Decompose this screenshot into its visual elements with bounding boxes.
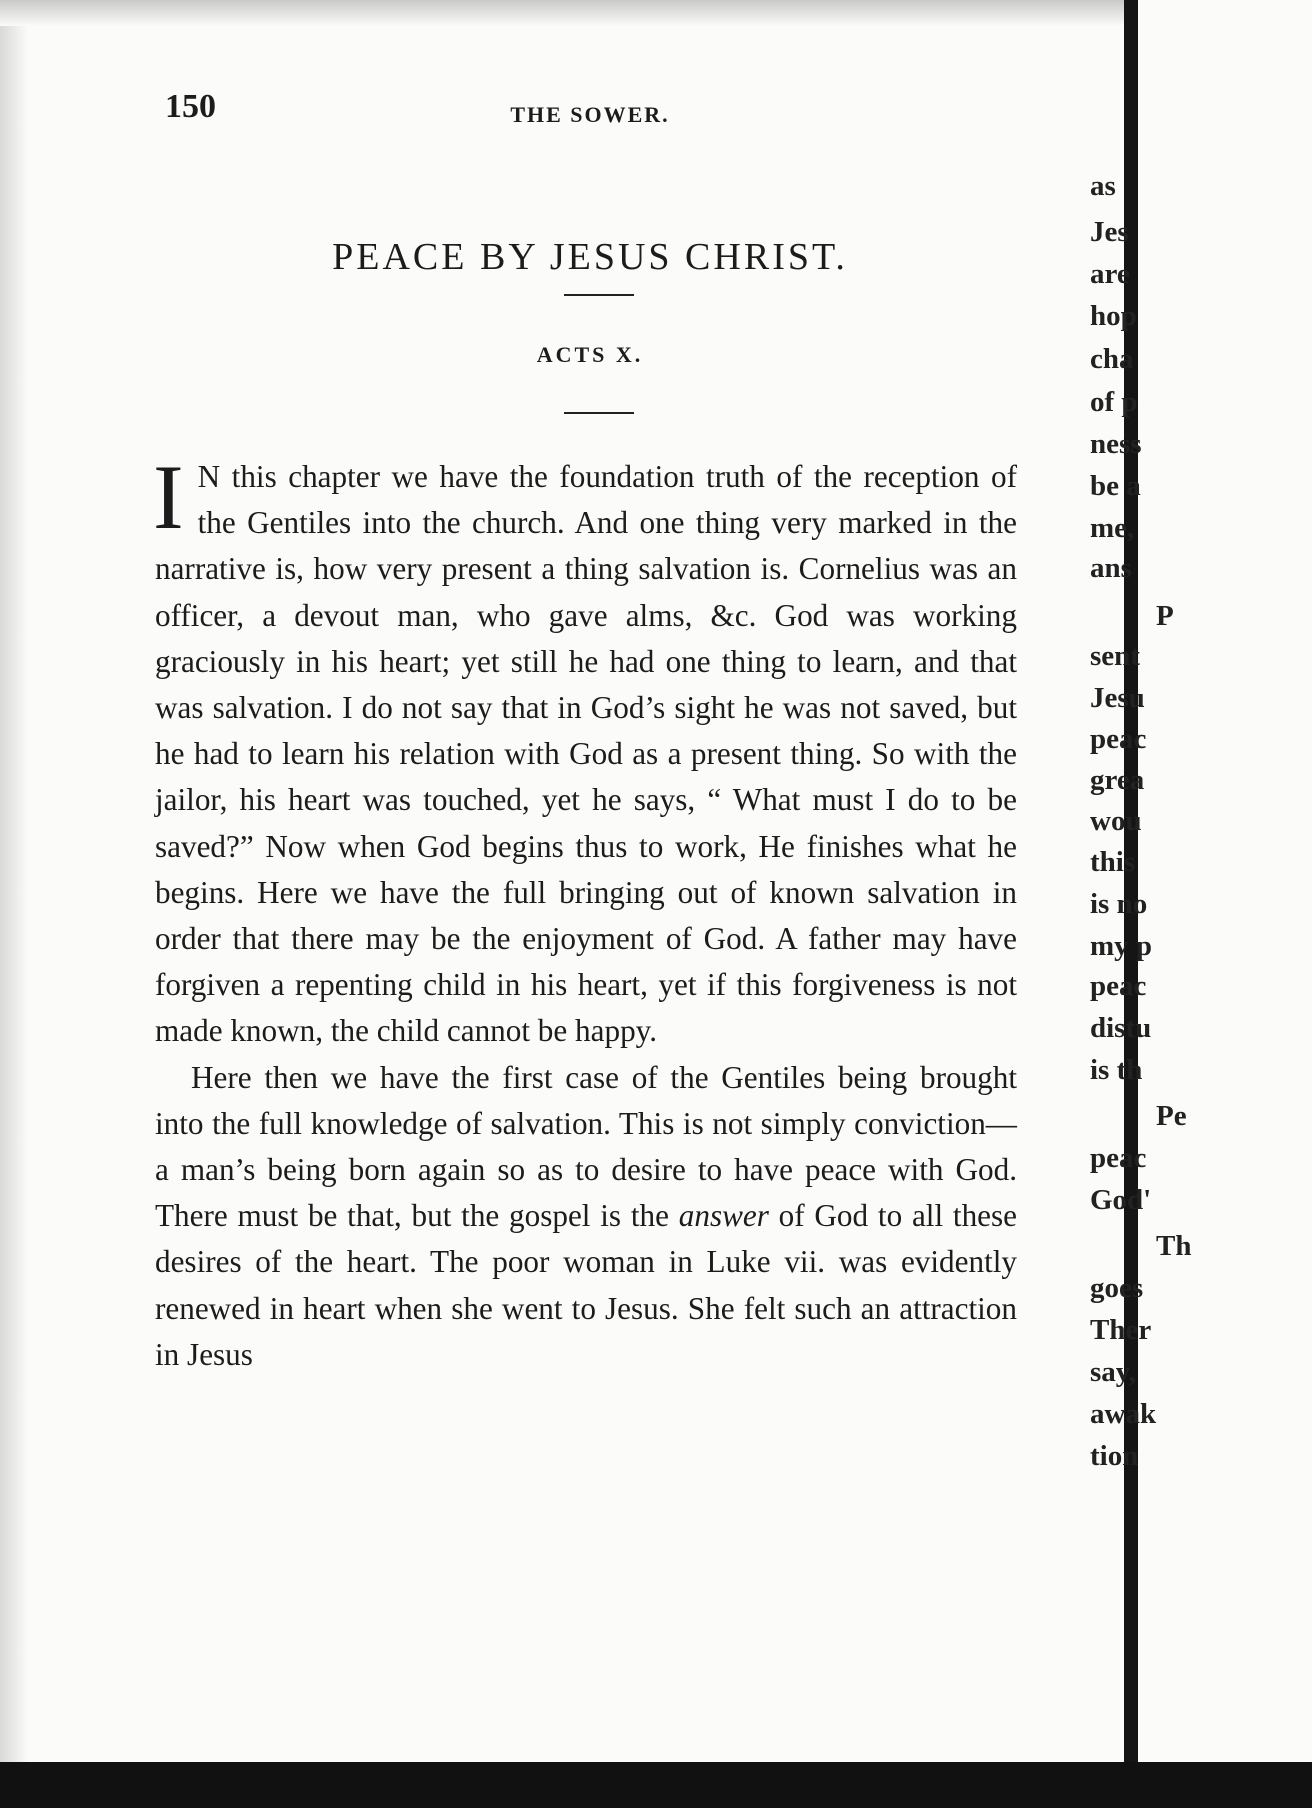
paragraph-2: [155, 1055, 1017, 1378]
running-head: [140, 80, 1040, 140]
facing-page-line: sent: [1090, 640, 1140, 672]
facing-page-line: cha: [1090, 343, 1134, 375]
running-title: THE SOWER.: [510, 102, 670, 127]
facing-page-line: my p: [1090, 930, 1153, 962]
facing-page-line: are: [1090, 258, 1130, 290]
facing-page-line: hop: [1090, 300, 1137, 332]
paragraph-1-text: N this chapter we have the foundation truth of the reception of the Gentiles into the church. And one thing very marked in the narrative is, how very present a thing salvation is. Cornelius was an officer, a devout man, who gave alms, &c. God was working graciously in his heart; yet still he had one thing to learn, and that was salvation. I do not say that in God’s sight he was not saved, but he had to learn his relation with God as a present thing. So with the jailor, his heart was touched, yet he says, “ What must I do to be saved?” Now when God begins thus to work, He finishes what he begins. Here we have the full bringing out of known salvation in order that there may be the enjoyment of God. A father may have forgiven a repenting child in his heart, yet if this forgiveness is not made known, the child cannot be happy.: [155, 459, 1017, 1049]
facing-page-line: Jes: [1090, 216, 1129, 248]
paragraph-2-text-start: Here then we have the first case of the Gentiles being brought into the full knowledge of salvation. This is not simply conviction—a man’s being born again so as to desire to have peace with God. There must be that, but the gospel is the: [155, 1059, 1017, 1234]
paragraph-1: [153, 446, 1017, 1055]
facing-page-line: God': [1090, 1184, 1152, 1216]
scan-bottom-edge: [0, 1762, 1312, 1808]
emphasis-word: answer: [678, 1198, 769, 1234]
facing-page-line: as: [1090, 170, 1116, 202]
article-subtitle: ACTS X.: [536, 342, 644, 367]
article-body: [153, 446, 1018, 1378]
scan-left-edge: [0, 0, 28, 1766]
drop-cap: I: [153, 446, 184, 548]
facing-page-line: wou: [1090, 805, 1142, 837]
facing-page-line: ans: [1090, 552, 1132, 584]
facing-page-line: ness: [1090, 428, 1142, 460]
scan-top-shadow: [0, 0, 1312, 26]
facing-page-line: Th: [1156, 1230, 1192, 1262]
facing-page-line: me,: [1090, 512, 1135, 544]
facing-page-line: Pe: [1156, 1100, 1187, 1132]
facing-page-line: be a: [1090, 470, 1141, 502]
paragraph-2-text-end: of God to all these desires of the heart. The poor woman in Luke vii. was evidently renewed in heart when she went to Jesus. She felt such an attraction in Jesus: [155, 1198, 1018, 1372]
subtitle-rule: [564, 412, 634, 414]
page-number: 150: [165, 88, 216, 125]
facing-page-line: goes: [1090, 1272, 1144, 1304]
title-rule: [564, 294, 634, 296]
article-title: PEACE BY JESUS CHRIST.: [332, 236, 848, 279]
facing-page-line: is th: [1090, 1054, 1143, 1086]
facing-page-line: awak: [1090, 1398, 1157, 1430]
facing-page-line: peac: [1090, 723, 1147, 755]
facing-page-line: say,: [1090, 1356, 1136, 1388]
facing-page-line: peac: [1090, 970, 1147, 1002]
facing-page-line: Ther: [1090, 1314, 1152, 1346]
facing-page-line: this: [1090, 846, 1136, 878]
facing-page-line: Jesu: [1090, 682, 1145, 714]
facing-page-line: is no: [1090, 888, 1148, 920]
facing-page: [1090, 0, 1312, 1766]
facing-page-line: grea: [1090, 764, 1145, 796]
left-page: [140, 80, 1040, 1760]
facing-page-line: distu: [1090, 1012, 1152, 1044]
facing-page-line: P: [1156, 600, 1174, 632]
facing-page-line: tion: [1090, 1440, 1139, 1472]
facing-page-line: of p: [1090, 386, 1138, 418]
facing-page-line: peac: [1090, 1142, 1147, 1174]
